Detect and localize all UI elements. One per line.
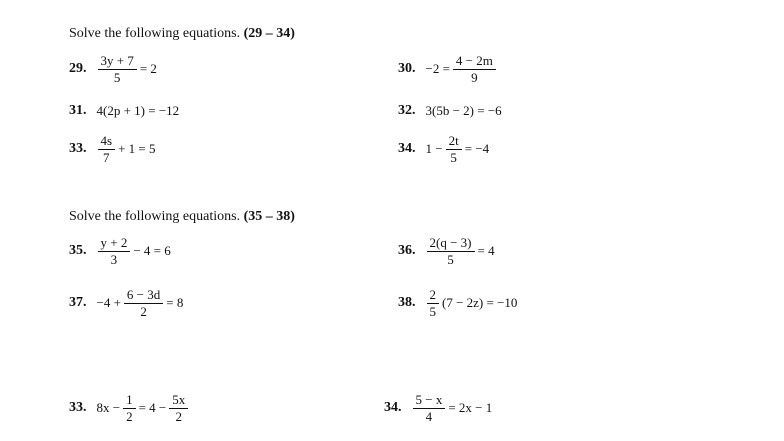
numerator: 2 [427,288,440,304]
denominator: 2 [175,408,183,424]
denominator: 9 [471,69,478,85]
section2-heading-range: (35 – 38) [243,209,295,224]
equation-rest: = 2x − 1 [448,400,493,416]
problem-38 [398,288,518,318]
fraction [427,236,475,266]
denominator: 5 [429,303,436,319]
problem-number: 29. [69,61,87,77]
equation [411,393,494,423]
fraction [98,236,131,266]
numerator: 5 − x [413,393,446,409]
numerator: 2(q − 3) [427,236,475,252]
problem-number: 35. [69,243,87,259]
problem-30 [398,54,498,84]
equation-rest: + 1 = 5 [118,141,156,157]
equation-rest: = 4 [477,243,495,259]
denominator: 3 [110,251,118,267]
problem-number: 34. [384,400,402,416]
problem-29 [69,54,158,84]
fraction [98,134,116,164]
numerator: 3y + 7 [98,54,137,70]
equation-lead: −4 + [96,295,121,311]
fraction [453,54,496,84]
equation-lead: 1 − [425,141,443,157]
numerator: 4s [98,134,116,150]
fraction [124,288,163,318]
problem-34-extra [384,393,493,423]
denominator: 2 [140,303,147,319]
problem-number: 30. [398,61,416,77]
numerator: y + 2 [98,236,131,252]
equation: 4(2p + 1) = −12 [96,103,180,118]
equation [425,236,496,266]
problem-33-extra [69,393,190,423]
fraction [169,393,188,423]
problem-number: 34. [398,141,416,157]
equation [425,288,519,318]
problem-32 [398,103,503,119]
equation [425,54,498,84]
denominator: 5 [113,69,121,85]
section1-heading [69,26,295,42]
numerator: 4 − 2m [453,54,496,70]
equation [425,134,491,164]
problem-number: 32. [398,103,416,118]
fraction [98,54,137,84]
equation: 3(5b − 2) = −6 [425,103,502,118]
equation [96,54,158,84]
section2-heading-text: Solve the following equations. [69,209,244,224]
section1-heading-range: (29 – 34) [243,26,295,41]
section1-heading-text: Solve the following equations. [69,26,244,41]
equation [96,134,157,164]
problem-36 [398,236,496,266]
equation [96,393,191,423]
denominator: 7 [103,149,110,165]
equation-lead: 8x − [96,400,121,416]
problem-37 [69,288,184,318]
problem-number: 36. [398,243,416,259]
equation [96,236,172,266]
denominator: 5 [447,251,454,267]
numerator: 6 − 3d [124,288,163,304]
problem-number: 37. [69,295,87,311]
denominator: 4 [425,408,433,424]
problem-number: 33. [69,400,87,416]
problem-34 [398,134,490,164]
denominator: 2 [126,408,133,424]
equation-rest: = −4 [464,141,490,157]
problem-number: 33. [69,141,87,157]
equation-rest: − 4 = 6 [133,243,171,259]
problem-number: 38. [398,295,416,311]
numerator: 5x [169,393,188,409]
equation-rest: = 8 [166,295,184,311]
fraction [413,393,446,423]
fraction [123,393,136,423]
numerator: 1 [123,393,136,409]
equation-rest: = 2 [139,61,157,77]
denominator: 5 [450,149,457,165]
problem-35 [69,236,172,266]
numerator: 2t [446,134,462,150]
problem-number: 31. [69,103,87,118]
equation-rest: (7 − 2z) = −10 [442,295,518,311]
section2-heading [69,209,295,225]
fraction [446,134,462,164]
equation [96,288,185,318]
fraction [427,288,440,318]
equation-lead: −2 = [425,61,450,77]
problem-31 [69,103,180,119]
equation-middle: = 4 − [138,400,167,416]
problem-33 [69,134,156,164]
